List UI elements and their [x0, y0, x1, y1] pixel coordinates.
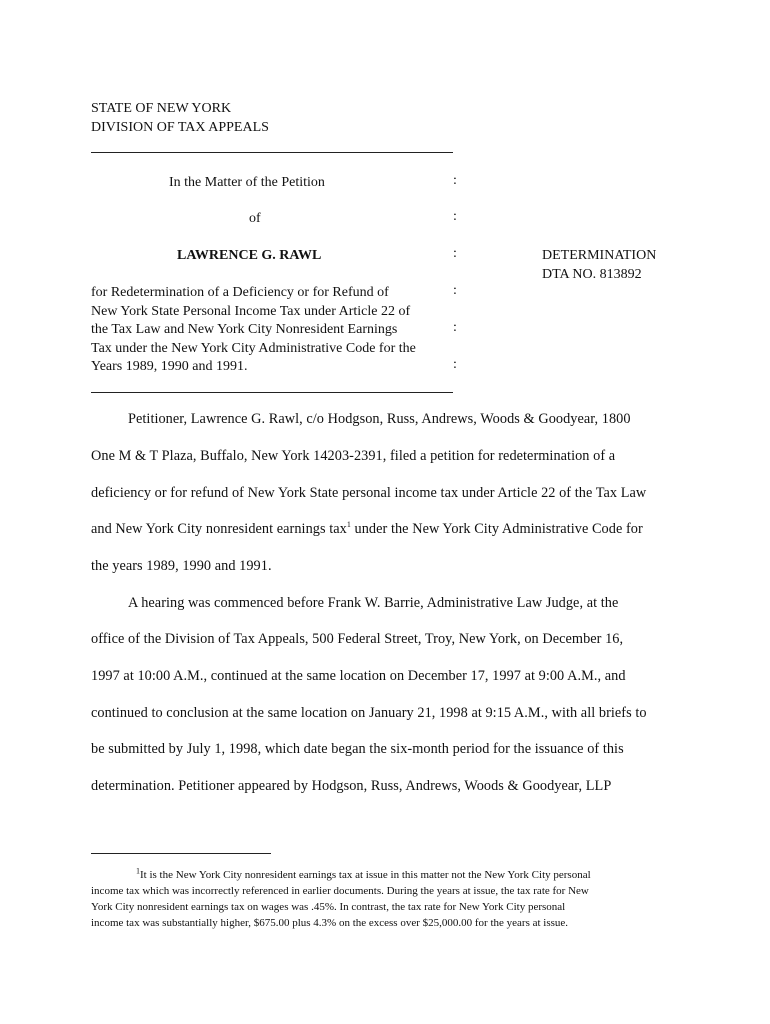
body-line: continued to conclusion at the same location on January 21, 1998 at 9:15 A.M., with all briefs to	[91, 705, 647, 721]
caption-of: of	[249, 211, 261, 226]
determination-title: DETERMINATION	[542, 248, 657, 263]
body-line: One M & T Plaza, Buffalo, New York 14203-2391, filed a petition for redetermination of a	[91, 448, 616, 464]
caption-top-rule	[91, 152, 453, 153]
footnote-separator	[91, 853, 271, 854]
footnote-line: income tax which was incorrectly referenced in earlier documents. During the years at issue, the tax rate for New	[91, 885, 589, 897]
caption-colon: :	[453, 283, 457, 298]
footnote-line: income tax was substantially higher, $675.00 plus 4.3% on the excess over $25,000.00 for the years at issue.	[91, 917, 569, 929]
agency-division: DIVISION OF TAX APPEALS	[91, 120, 269, 135]
footnote-marker: 1	[136, 866, 140, 876]
caption-colon: :	[453, 357, 457, 372]
body-line: determination. Petitioner appeared by Hodgson, Russ, Andrews, Woods & Goodyear, LLP	[91, 778, 612, 794]
caption-desc-line: Years 1989, 1990 and 1991.	[91, 359, 248, 374]
caption-matter: In the Matter of the Petition	[169, 175, 325, 190]
body-line: be submitted by July 1, 1998, which date began the six-month period for the issuance of this	[91, 741, 624, 757]
body-line: Petitioner, Lawrence G. Rawl, c/o Hodgson, Russ, Andrews, Woods & Goodyear, 1800	[128, 411, 631, 427]
body-line: deficiency or for refund of New York State personal income tax under Article 22 of the Tax Law	[91, 485, 647, 501]
body-line: office of the Division of Tax Appeals, 500 Federal Street, Troy, New York, on December 16,	[91, 631, 624, 647]
caption-colon: :	[453, 209, 457, 224]
footnote-line	[136, 866, 591, 881]
dta-number: DTA NO. 813892	[542, 267, 642, 282]
caption-desc-line: for Redetermination of a Deficiency or for Refund of	[91, 285, 389, 300]
caption-desc-line: Tax under the New York City Administrative Code for the	[91, 341, 416, 356]
caption-desc-line: New York State Personal Income Tax under Article 22 of	[91, 304, 411, 319]
body-text: and New York City nonresident earnings tax	[91, 521, 347, 537]
caption-colon: :	[453, 246, 457, 261]
footnote-line: York City nonresident earnings tax on wages was .45%. In contrast, the tax rate for New York City personal	[91, 901, 566, 913]
caption-desc-line: the Tax Law and New York City Nonresident Earnings	[91, 322, 398, 337]
agency-state: STATE OF NEW YORK	[91, 101, 232, 116]
caption-bottom-rule	[91, 392, 453, 393]
body-line: the years 1989, 1990 and 1991.	[91, 558, 272, 574]
caption-colon: :	[453, 173, 457, 188]
body-text: under the New York City Administrative Code for	[350, 521, 643, 537]
body-line: A hearing was commenced before Frank W. Barrie, Administrative Law Judge, at the	[128, 595, 619, 611]
body-line: 1997 at 10:00 A.M., continued at the same location on December 17, 1997 at 9:00 A.M., and	[91, 668, 626, 684]
caption-colon: :	[453, 320, 457, 335]
petitioner-name: LAWRENCE G. RAWL	[177, 248, 322, 263]
body-line	[91, 521, 643, 538]
footnote-text: It is the New York City nonresident earnings tax at issue in this matter not the New York City personal	[140, 869, 591, 881]
footnote-ref: 1	[346, 520, 351, 530]
